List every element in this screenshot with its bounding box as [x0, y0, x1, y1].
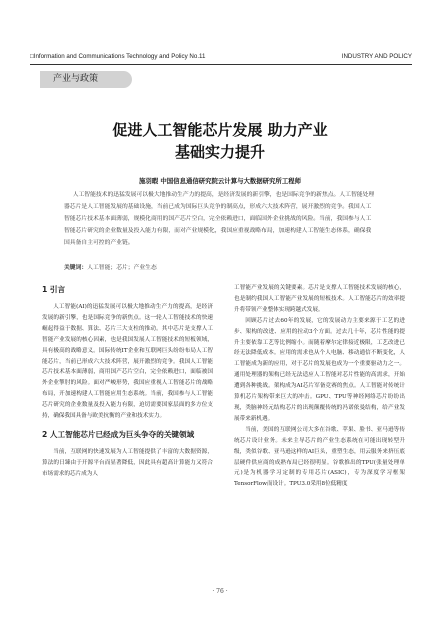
left-column	[42, 283, 213, 480]
column-name: INDUSTRY AND POLICY	[341, 52, 412, 60]
article-title-line2: 基础实力提升	[174, 143, 265, 161]
page-number: · 76 ·	[212, 588, 228, 595]
paragraph: 回顾芯片过去60年的发展，它的发展动力主要来源于工艺的进步、架构的改进、应用的拉动3个方面。过去几十年，芯片性能的提升主要依靠工艺等比例缩小。而随着摩尔定律接近极限，工艺改进已经无法降低成本。应用的需求也从个人电脑、移动通信不断变化，人工智能成为新的应用，对于芯片的发展也成为一个重要驱动力之一。通用处理器的架构已经无法适应人工智能对芯片性能的高需求，开始遭到各种挑战。架构成为AI芯片军备竞赛的焦点。人工智能对传统计算机芯片架构带来巨大的冲击。GPU、TPU等神经网络芯片纷纷出现，类脑神经元结构芯片的出现颠覆传统的冯诺依曼结构，给产业发展带来新机遇。	[234, 317, 405, 422]
keywords-text: 人工智能；芯片；产业生态	[87, 265, 157, 271]
paragraph: 人工智能(AI)的迅猛发展可以极大地推动生产力的提高，是经济发展的新引擎，也是国际竞争的新焦点。这一轮人工智能技术的快速崛起得益于数据、算法、芯片三大支柱的推动。其中芯片是支撑人工智能产业发展的核心因素，也是我国发展人工智能技术的短板领域，具有极高的战略意义。国际传统IT企业和互联网巨头纷纷布局人工智能芯片，当前已形成六大技术阵营，展开激烈的竞争。我国人工智能芯片技术基本面薄弱，商用国产芯片空白，完全依赖进口，面临被国外企业掣肘的风险。面对严峻形势，我国应重视人工智能芯片的战略布局，开加速构建人工智能应用生态系统。当前，我国参与人工智能芯片研究的企业数量及投入能力有限，迫切需要国家层面的多方位支持，确保我国具备与欧美抗衡的产业和技术实力。	[42, 304, 213, 420]
section-heading-2: 2 人工智能芯片已经成为巨头争夺的关键领域	[42, 429, 195, 439]
section-heading-1: 1 引言	[42, 285, 66, 294]
running-header	[30, 50, 412, 65]
right-column	[234, 283, 405, 490]
paragraph: 当前，美国的互联网公司大多在谷歌、苹果、脸书、亚马逊等传统芯片设计业务。未来主导芯片的产业生态系统在可能出现转型升级，类似谷歌、亚马逊这样的AI巨头，重塑生态，用云服务来挤压底层硬件供应商的成熟布局已经很明显。谷歌推出的TPU(张量处理单元)是为机器学习定制的专用芯片(ASIC)，专为深度学习框架TensorFlow而设计。TPU3.0采用8位低精度	[234, 426, 405, 488]
section-badge: 产业与政策	[40, 71, 132, 88]
journal-name: □Information and Communications Technology and Policy No.11	[30, 52, 206, 60]
keywords-label: 关键词：	[64, 265, 88, 271]
article-title-line1: 促进人工智能芯片发展 助力产业	[112, 121, 328, 139]
author-line: 施羽暇 中国信息通信研究院云计算与大数据研究所工程师	[139, 177, 301, 185]
paragraph: 工智能产业发展的关键要素。芯片是支撑人工智能技术发展的核心，也是制约我国人工智能产业发展的短板技术。人工智能芯片的效率提升将带领产业整体实现跨越式发展。	[234, 285, 405, 313]
abstract: 人工智能技术的迅猛发展可以极大地推动生产力的提高，是经济发展的新引擎，也是国际竞争的新焦点。人工智能处理器芯片是人工智能发展的基础设施，当前已成为国际巨头竞争的制高点，形成六大技术阵营，展开激烈的竞争。我国人工智能芯片技术基本面薄弱，规模化商用的国产芯片空白，完全依赖进口，面临国外企业挑战的风险。当前，我国参与人工智能芯片研究的企业数量及投入能力有限，而对产业规模化，我国应重视战略布局，加速构建人工智能生态体系，确保我国具备自主可控的产业链。	[64, 192, 375, 246]
keywords	[64, 262, 376, 271]
paragraph: 当前，互联网的快速发展为人工智能提供了丰富的大数据资源，算法的日臻由于开源平台而显著降低，因此具有超高计算能力又符合市场需求的芯片成为人	[42, 448, 213, 477]
